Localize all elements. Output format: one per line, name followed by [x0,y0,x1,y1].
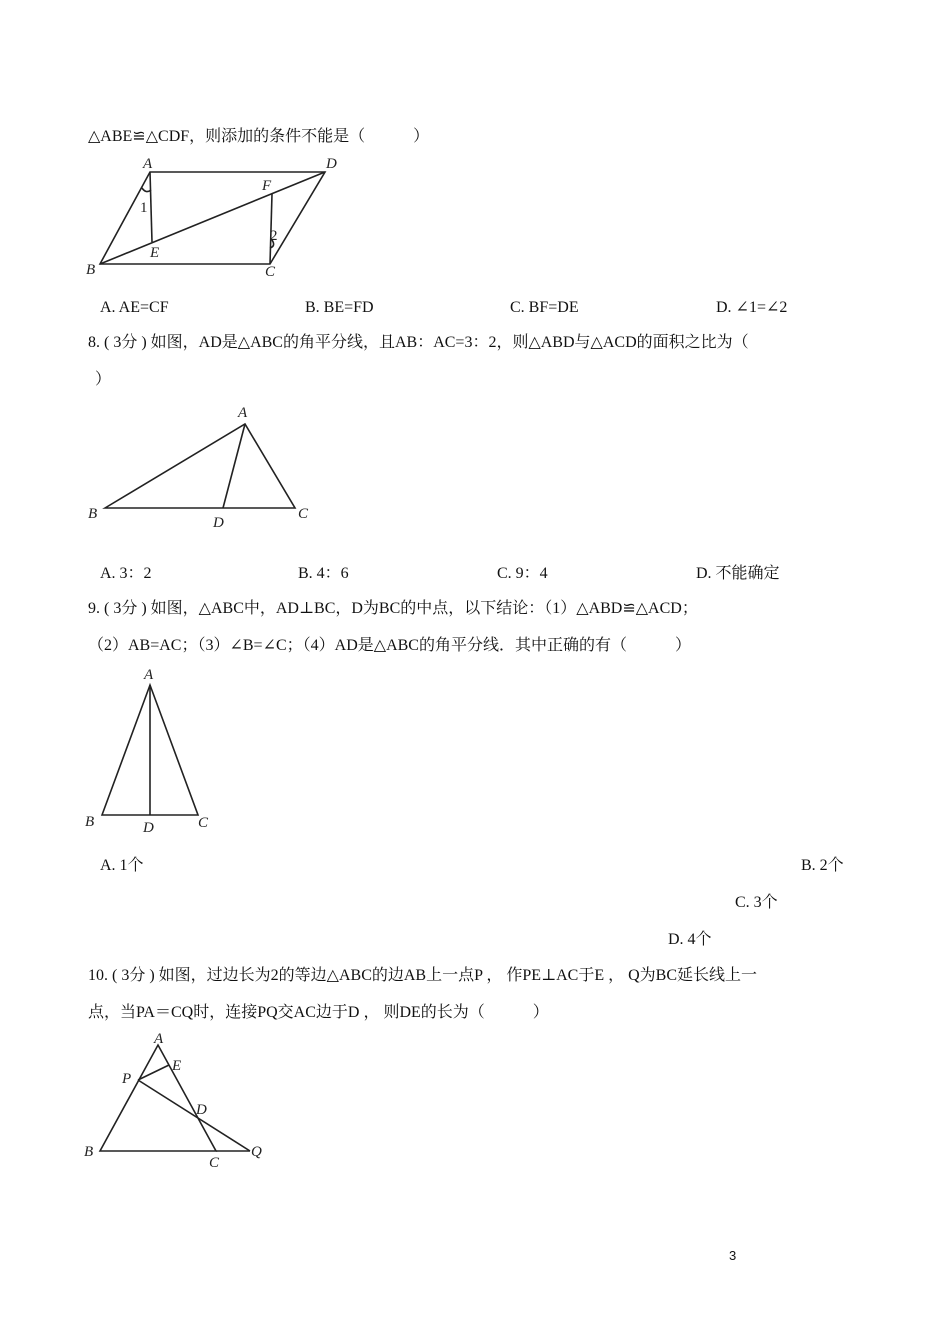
q8-option-b[interactable]: B. 4：6 [298,565,349,582]
label-B: B [85,814,95,830]
q8-stem-line1: 8. ( 3分 ) 如图，AD是△ABC的角平分线，且AB：AC=3：2，则△ABD与△ACD的面积之比为（ [88,334,749,351]
q9-option-a[interactable]: A. 1个 [100,857,144,874]
label-A: A [238,405,248,421]
q10-figure-equilateral [80,1028,280,1173]
q7-option-c[interactable]: C. BF=DE [510,299,579,316]
page-number: 3 [729,1248,737,1263]
label-C: C [209,1155,220,1171]
segment-PQ [138,1080,250,1151]
q8-option-d[interactable]: D. 不能确定 [696,565,780,582]
q7-option-d[interactable]: D. ∠1=∠2 [716,299,788,316]
q7-stem: △ABE≌△CDF，则添加的条件不能是（ ） [88,128,430,145]
label-D: D [196,1102,207,1118]
q10-stem-line2: 点，当PA＝CQ时，连接PQ交AC边于D ， 则DE的长为（ ） [88,1004,549,1021]
label-D: D [143,820,154,836]
label-angle-2: 2 [270,228,278,244]
q7-figure-parallelogram [80,150,360,280]
q7-option-b[interactable]: B. BE=FD [305,299,374,316]
segment-AE [150,172,152,242]
q9-option-b[interactable]: B. 2个 [801,857,844,874]
label-C: C [265,264,276,280]
label-B: B [84,1144,94,1160]
label-A: A [154,1031,164,1047]
label-D: D [213,515,224,531]
q10-stem-line1: 10. ( 3分 ) 如图，过边长为2的等边△ABC的边AB上一点P ， 作PE⊥AC于E ， Q为BC延长线上一 [88,967,758,984]
triangle-ABC [100,1045,216,1151]
label-D: D [326,156,337,172]
q9-option-d[interactable]: D. 4个 [668,931,712,948]
diagonal-BD [100,172,325,264]
q8-option-a[interactable]: A. 3：2 [100,565,152,582]
label-angle-1: 1 [140,200,148,216]
angle-1-arc [142,188,151,192]
q7-option-a[interactable]: A. AE=CF [100,299,169,316]
label-E: E [172,1058,182,1074]
q9-option-c[interactable]: C. 3个 [735,894,778,911]
q8-option-c[interactable]: C. 9：4 [497,565,548,582]
label-C: C [298,506,309,522]
q9-stem-line2: （2）AB=AC；（3）∠B=∠C；（4）AD是△ABC的角平分线．其中正确的有（ ） [88,637,691,654]
label-E: E [150,245,160,261]
q9-stem-line1: 9. ( 3分 ) 如图，△ABC中，AD⊥BC，D为BC的中点，以下结论：（1）△ABD≌△ACD； [88,600,698,617]
triangle-ABC [105,424,295,508]
q9-figure-isosceles [80,660,220,840]
q8-figure-triangle [80,400,330,535]
label-Q: Q [251,1144,262,1160]
bisector-AD [223,424,245,508]
q8-stem-line2: ） [95,371,112,388]
label-C: C [198,815,209,831]
label-B: B [86,262,96,278]
label-F: F [262,178,272,194]
label-A: A [144,667,154,683]
label-A: A [143,156,153,172]
label-B: B [88,506,98,522]
label-P: P [122,1071,132,1087]
